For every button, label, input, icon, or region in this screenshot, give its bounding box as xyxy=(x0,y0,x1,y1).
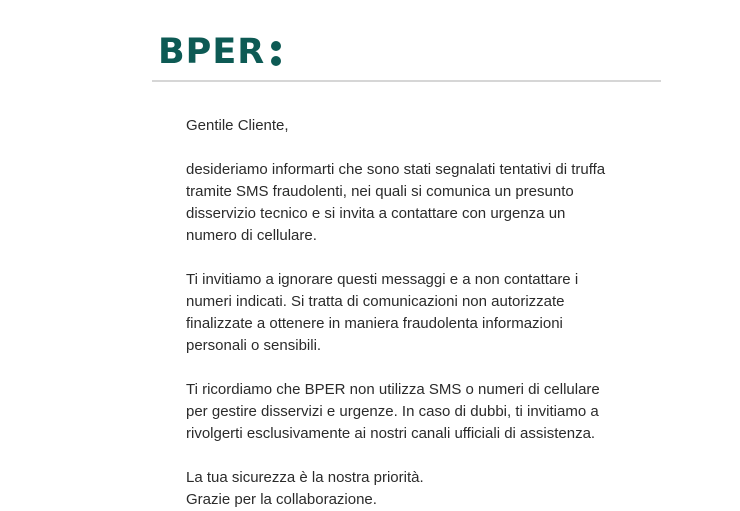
logo-dot-bottom xyxy=(271,56,281,66)
paragraph-official-channels: Ti ricordiamo che BPER non utilizza SMS o numeri di cellulare per gestire disservizi e urgenze. In caso di dubbi, ti invitiamo a rivolgerti esclusivamente ai nostri canali ufficiali di assistenza. xyxy=(186,381,600,442)
bper-logo xyxy=(158,30,281,74)
greeting: Gentile Cliente, xyxy=(186,117,289,134)
email-body xyxy=(186,115,656,511)
logo-wordmark: BPER xyxy=(158,32,266,72)
logo-dot-top xyxy=(271,41,281,51)
paragraph-ignore-messages: Ti invitiamo a ignorare questi messaggi e a non contattare i numeri indicati. Si tratta di comunicazioni non autorizzate finalizzate a ottenere in maniera fraudolenta informazioni personali o sensibili. xyxy=(186,271,579,354)
logo-colon-mark xyxy=(271,41,281,66)
closing-text: La tua sicurezza è la nostra priorità. Grazie per la collaborazione. xyxy=(186,469,424,508)
header-divider xyxy=(152,80,661,82)
paragraph-scam-warning: desideriamo informarti che sono stati segnalati tentativi di truffa tramite SMS fraudolenti, nei quali si comunica un presunto disservizio tecnico e si invita a contattare con urgenza un numero di cellulare. xyxy=(186,161,606,244)
